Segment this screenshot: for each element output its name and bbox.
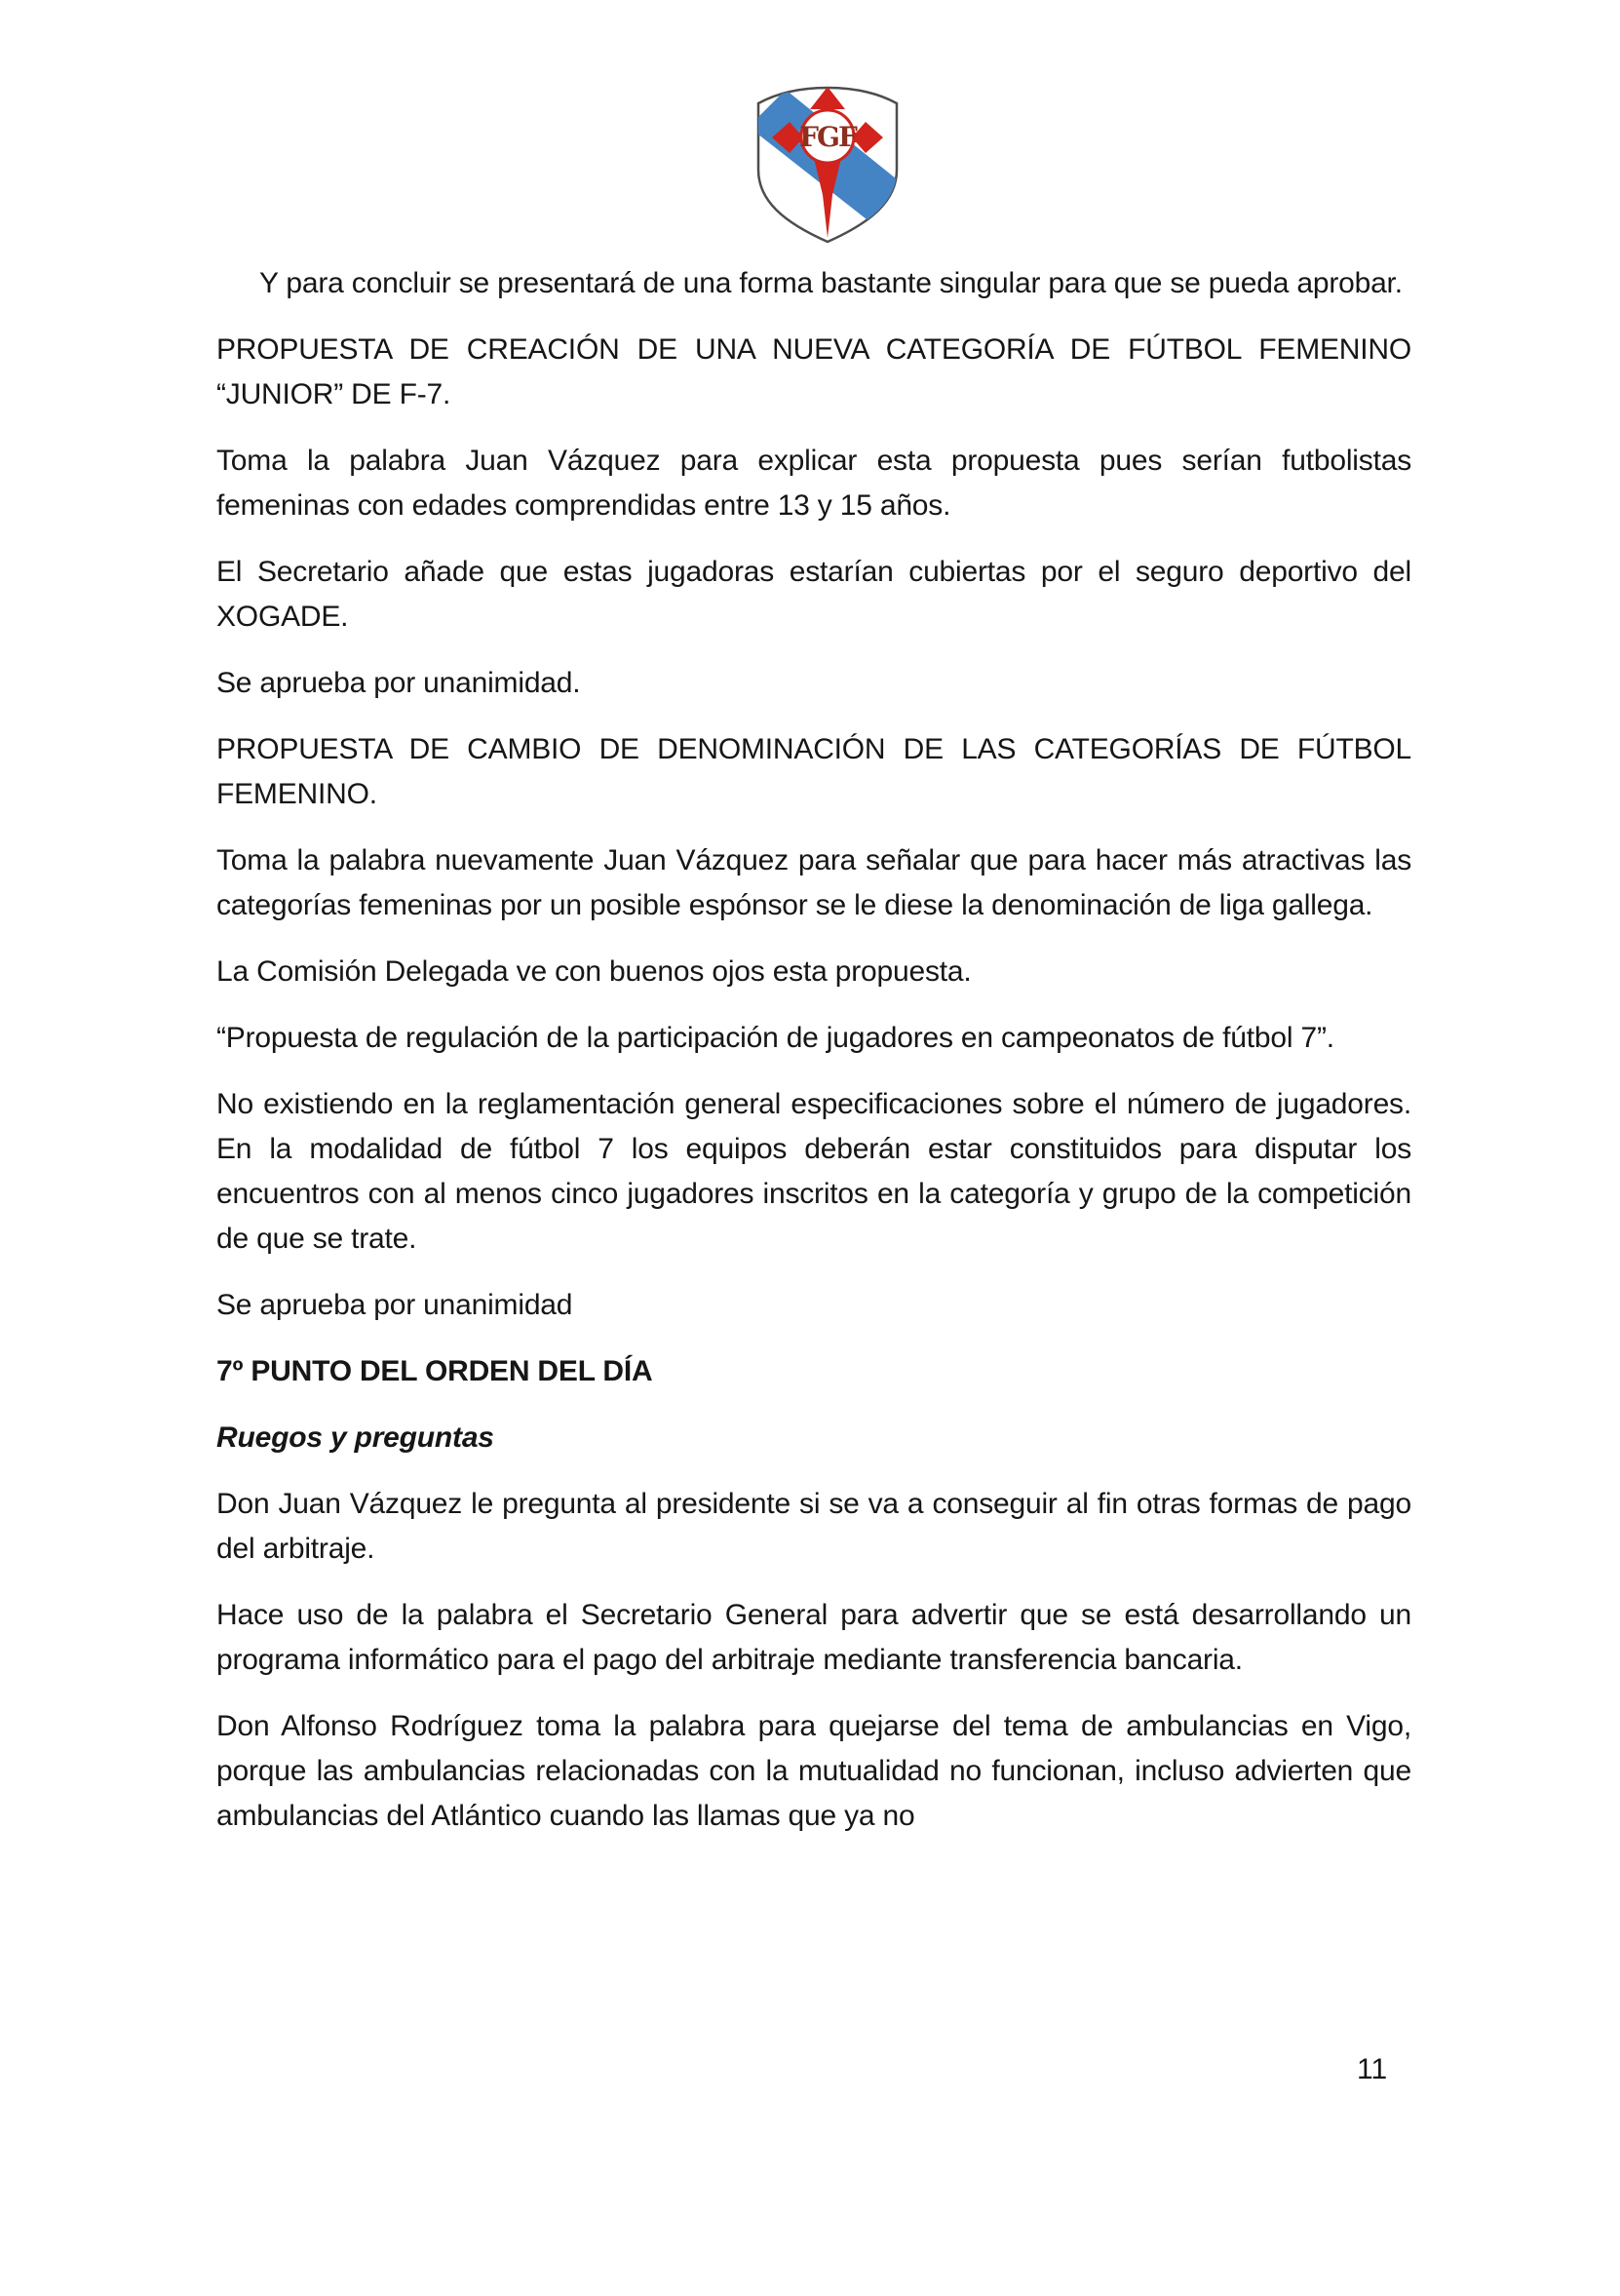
paragraph-secretario-xogade: El Secretario añade que estas jugadoras estarían cubiertas por el seguro deportivo del XOGADE. — [216, 556, 1411, 633]
paragraph-aprobacion-1: Se aprueba por unanimidad. — [216, 667, 581, 699]
shield-icon — [744, 76, 911, 252]
paragraph-aprobacion-2: Se aprueba por unanimidad — [216, 1289, 573, 1321]
fgf-crest-logo — [744, 76, 911, 252]
paragraph-no-existiendo: No existiendo en la reglamentación general especificaciones sobre el número de jugadores. En la modalidad de fútbol 7 los equipos deberán estar constituidos para disputar los encuentros con al menos cinco jugadores inscritos en la categoría y grupo de la competición de que se trate. — [216, 1088, 1411, 1255]
heading-propuesta-creacion: PROPUESTA DE CREACIÓN DE UNA NUEVA CATEGORÍA DE FÚTBOL FEMENINO “JUNIOR” DE F-7. — [216, 333, 1411, 410]
heading-propuesta-cambio: PROPUESTA DE CAMBIO DE DENOMINACIÓN DE LAS CATEGORÍAS DE FÚTBOL FEMENINO. — [216, 733, 1411, 810]
paragraph-don-alfonso-rodriguez: Don Alfonso Rodríguez toma la palabra para quejarse del tema de ambulancias en Vigo, porque las ambulancias relacionadas con la mutualidad no funcionan, incluso advierten que ambulancias del Atlántico cuando las llamas que ya no — [216, 1710, 1411, 1832]
paragraph-propuesta-regulacion: “Propuesta de regulación de la participación de jugadores en campeonatos de fútbol 7”. — [216, 1022, 1334, 1054]
paragraph-comision-delegada: La Comisión Delegada ve con buenos ojos esta propuesta. — [216, 955, 972, 988]
heading-ruegos-preguntas: Ruegos y preguntas — [216, 1421, 494, 1454]
paragraph-secretario-general: Hace uso de la palabra el Secretario General para advertir que se está desarrollando un programa informático para el pago del arbitraje mediante transferencia bancaria. — [216, 1599, 1411, 1676]
paragraph-conclusion-intro: Y para concluir se presentará de una forma bastante singular para que se pueda aprobar. — [259, 267, 1403, 299]
crest-letters: FGF — [799, 121, 856, 153]
paragraph-toma-palabra-explicar: Toma la palabra Juan Vázquez para explicar esta propuesta pues serían futbolistas femeninas con edades comprendidas entre 13 y 15 años. — [216, 445, 1411, 522]
paragraph-toma-palabra-nuevamente: Toma la palabra nuevamente Juan Vázquez para señalar que para hacer más atractivas las categorías femeninas por un posible espónsor se le diese la denominación de liga gallega. — [216, 844, 1411, 921]
document-body — [216, 261, 1411, 1860]
heading-punto-orden-dia: 7º PUNTO DEL ORDEN DEL DÍA — [216, 1355, 653, 1387]
page-number: 11 — [1357, 2053, 1388, 2085]
paragraph-don-juan-vazquez: Don Juan Vázquez le pregunta al presidente si se va a conseguir al fin otras formas de pago del arbitraje. — [216, 1488, 1411, 1565]
